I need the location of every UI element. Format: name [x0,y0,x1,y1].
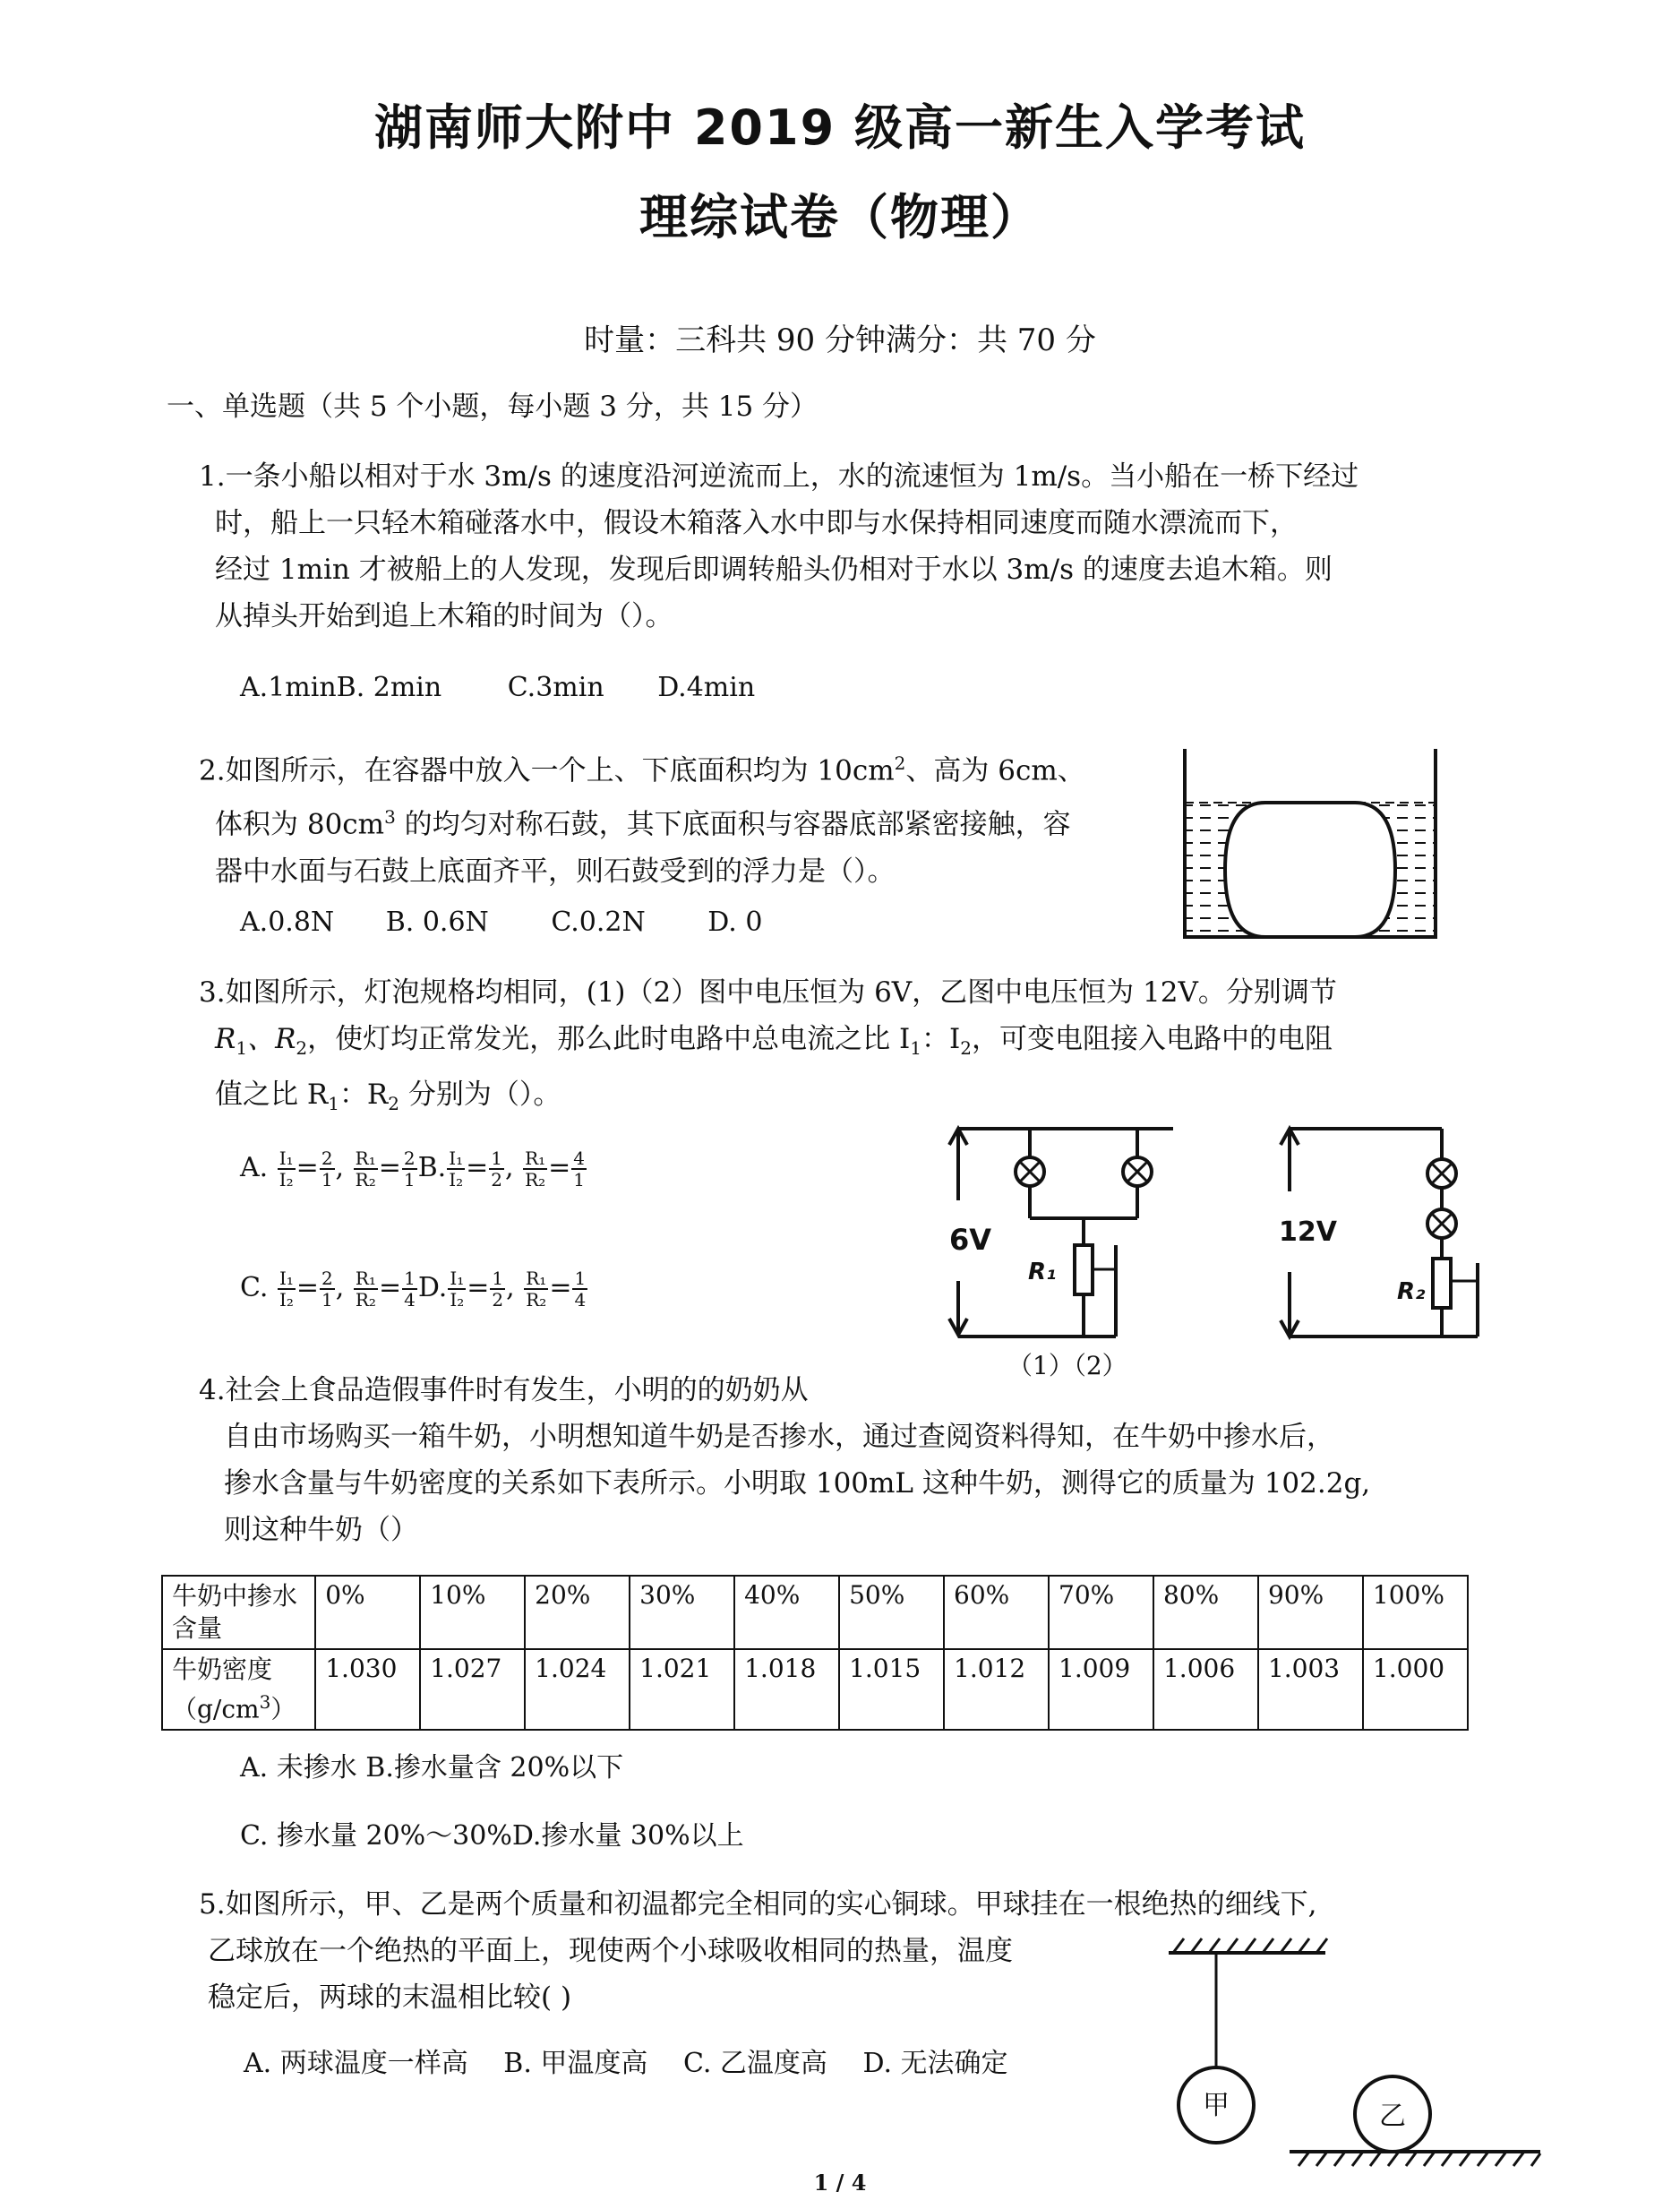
table-cell: 1.006 [1153,1649,1258,1730]
lamp-icon [1123,1157,1152,1186]
comma: , [504,1152,514,1183]
frac-den: I₂ [449,1169,464,1190]
q2-text: 、高为 6cm、 [905,754,1085,787]
q3-text: ，使灯均正常发光，那么此时电路中总电流之比 I [307,1023,911,1055]
q2-text: 器中水面与石鼓上底面齐平，则石鼓受到的浮力是（）。 [215,855,896,888]
table-cell: 30% [630,1576,734,1649]
frac-den: 2 [491,1169,502,1190]
table-cell: 50% [839,1576,944,1649]
frac-den: 2 [492,1289,504,1311]
q5-options [244,2041,1008,2080]
table-cell: 1.015 [839,1649,944,1730]
eq: = [378,1272,402,1303]
q5-option: B. 甲温度高 [503,2048,648,2079]
table-row [162,1576,1468,1649]
q3-options-cd [240,1268,588,1310]
balls-figure [1164,1935,1630,2168]
frac-num: I₁ [279,1147,294,1169]
table-cell: 1.024 [525,1649,630,1730]
frac-num: R₁ [355,1268,376,1289]
table-row [162,1649,1468,1730]
q3-text: 3.如图所示，灯泡规格均相同，(1)（2）图中电压恒为 6V，乙图中电压恒为 12V。分别调节 [199,976,1337,1009]
q4-text: 自由市场购买一箱牛奶，小明想知道牛奶是否掺水，通过查阅资料得知，在牛奶中掺水后， [224,1421,1334,1453]
table-header-text: （g/cm [172,1694,260,1724]
eq: = [466,1152,489,1183]
circuit-2-resistor: R₂ [1397,1278,1426,1305]
question-2 [199,740,1166,895]
table-cell: 90% [1258,1576,1363,1649]
q1-line: 1.一条小船以相对于水 3m/s 的速度沿河逆流而上，水的流速恒为 1m/s。当小船在一桥下经过 [199,460,1359,493]
exam-meta: 时量：三科共 90 分钟满分：共 70 分 [584,322,1096,358]
frac-den: I₂ [450,1289,465,1311]
q1-option: C.3min [507,672,604,703]
q2-text: 的均匀对称石鼓，其下底面积与容器底部紧密接触，容 [395,808,1071,841]
q4-text: 掺水含量与牛奶密度的关系如下表所示。小明取 100mL 这种牛奶，测得它的质量为 102.2g, [224,1467,1371,1500]
frac-num: I₁ [450,1268,465,1289]
q2-text: 体积为 80cm [215,808,385,841]
q1-option: A.1minB. 2min [240,672,442,703]
table-cell: 1.027 [420,1649,525,1730]
frac-den: 1 [321,1169,333,1190]
frac-num: 4 [573,1147,586,1169]
q4-options-line2: C. 掺水量 20%～30%D.掺水量 30%以上 [240,1820,744,1852]
q4-text: 4.社会上食品造假事件时有发生，小明的的奶奶从 [199,1374,809,1406]
circuit-figure-label: （1）（2） [1007,1351,1127,1380]
frac-num: 2 [321,1268,333,1289]
q3-text: 值之比 R [215,1079,329,1112]
q3-text: ，可变电阻接入电路中的电阻 [971,1023,1333,1055]
circuit-2 [1272,1120,1504,1353]
question-4 [199,1367,1470,1553]
question-1 [199,453,1470,640]
frac-den: I₂ [279,1289,294,1311]
table-cell: 80% [1153,1576,1258,1649]
q3-sub: 1 [236,1037,248,1060]
lamp-icon [1427,1209,1456,1238]
q5-option: A. 两球温度一样高 [244,2048,468,2079]
comma: , [335,1272,345,1303]
lamp-icon [1427,1159,1456,1188]
q2-sup: 3 [384,806,396,829]
frac-den: R₂ [355,1289,376,1311]
q3-sub: 2 [960,1037,972,1060]
frac-den: 4 [404,1289,416,1311]
q2-option: C.0.2N [551,907,646,938]
frac-num: 1 [574,1268,587,1289]
q5-option: D. 无法确定 [862,2048,1008,2079]
q1-line: 经过 1min 才被船上的人发现，发现后即调转船头仍相对于水以 3m/s 的速度去追木箱。则 [215,554,1333,586]
table-cell: 1.021 [630,1649,734,1730]
frac-num: R₁ [525,1147,546,1169]
q1-options [240,672,755,703]
q3-sub: 2 [388,1093,400,1115]
ball-yi-label: 乙 [1379,2101,1406,2132]
milk-density-table [161,1575,1469,1731]
q2-options [240,907,762,938]
q4-text: 则这种牛奶（） [224,1514,418,1546]
frac-num: 2 [321,1147,333,1169]
table-cell: 20% [525,1576,630,1649]
frac-num: 1 [492,1268,504,1289]
q2-text: 2.如图所示，在容器中放入一个上、下底面积均为 10cm [199,754,895,787]
exam-subtitle: 理综试卷（物理） [639,189,1041,245]
q2-option: A.0.8N [240,907,335,938]
q3-sub: 1 [910,1037,921,1060]
table-cell: 0% [315,1576,420,1649]
q3-text: 分别为（）。 [399,1079,561,1112]
eq: = [467,1272,490,1303]
stone-drum [1225,803,1395,937]
q3-option-b-label: B. [417,1152,447,1183]
frac-den: R₂ [355,1169,376,1190]
rheostat-icon [1075,1245,1093,1294]
table-cell: 1.012 [944,1649,1049,1730]
table-cell: 1.018 [734,1649,839,1730]
q3-options-ab [240,1148,587,1190]
table-header-sup: 3 [259,1691,271,1713]
table-cell: 1.003 [1258,1649,1363,1730]
exam-title: 湖南师大附中 2019 级高一新生入学考试 [374,99,1306,156]
table-cell: 10% [420,1576,525,1649]
q2-option: D. 0 [707,907,763,938]
q3-option-a-label: A. [240,1152,269,1183]
table-cell: 100% [1363,1576,1468,1649]
table-cell: 40% [734,1576,839,1649]
eq: = [549,1272,572,1303]
q3-text: R [215,1023,236,1055]
eq: = [296,1272,320,1303]
ceiling-hatch [1173,1938,1327,1953]
q3-option-c-label: C. [240,1272,269,1303]
q3-text: ：R [339,1079,389,1112]
frac-num: 1 [491,1147,502,1169]
q2-option: B. 0.6N [385,907,489,938]
question-3 [199,969,1470,1127]
q3-text: 、R [247,1023,296,1055]
q3-sub: 1 [328,1093,339,1115]
eq: = [548,1152,571,1183]
q5-text: 5.如图所示，甲、乙是两个质量和初温都完全相同的实心铜球。甲球挂在一根绝热的细线下, [199,1888,1317,1921]
frac-num: R₁ [526,1268,547,1289]
table-header-cell: 牛奶中掺水含量 [162,1576,315,1649]
table-header-text: ） [270,1694,296,1724]
table-cell: 60% [944,1576,1049,1649]
table-header-cell [162,1649,315,1730]
frac-den: 1 [321,1289,333,1311]
q5-option: C. 乙温度高 [682,2048,827,2079]
frac-num: 1 [404,1268,416,1289]
frac-num: 2 [403,1147,416,1169]
q1-line: 从掉头开始到追上木箱的时间为（）。 [215,600,673,632]
frac-den: R₂ [525,1169,546,1190]
frac-den: I₂ [279,1169,294,1190]
q3-option-d-label: D. [417,1272,448,1303]
lamp-icon [1016,1157,1044,1186]
table-cell: 1.000 [1363,1649,1468,1730]
table-cell: 1.030 [315,1649,420,1730]
q1-option: D.4min [657,672,756,703]
frac-den: 4 [574,1289,587,1311]
circuit-1-voltage: 6V [949,1223,992,1257]
frac-num: I₁ [279,1268,294,1289]
floor-hatch [1299,2152,1540,2166]
table-header-text: 牛奶密度 [172,1655,273,1684]
rheostat-icon [1433,1259,1451,1308]
table-cell: 1.009 [1049,1649,1153,1730]
container-figure [1180,749,1440,946]
q1-line: 时，船上一只轻木箱碰落水中，假设木箱落入水中即与水保持相同速度而随水漂流而下， [215,507,1298,539]
frac-den: 1 [403,1169,416,1190]
circuit-1 [931,1120,1200,1353]
eq: = [378,1152,401,1183]
q5-text: 稳定后，两球的末温相比较( ) [208,1981,572,2014]
eq: = [296,1152,319,1183]
frac-den: R₂ [526,1289,547,1311]
q4-options-line1: A. 未掺水 B.掺水量含 20%以下 [240,1752,624,1784]
frac-num: I₁ [449,1147,464,1169]
circuit-1-resistor: R₁ [1028,1259,1057,1285]
circuit-2-voltage: 12V [1279,1216,1337,1248]
q3-sub: 2 [296,1037,308,1060]
page-number: 1 / 4 [813,2170,867,2196]
frac-den: 1 [573,1169,586,1190]
section-heading: 一、单选题（共 5 个小题，每小题 3 分，共 15 分） [167,391,819,423]
comma: , [506,1272,515,1303]
comma: , [335,1152,345,1183]
ball-jia-label: 甲 [1203,2090,1230,2121]
q5-text: 乙球放在一个绝热的平面上，现使两个小球吸收相同的热量，温度 [208,1935,1013,1967]
q2-sup: 2 [894,752,906,774]
frac-num: R₁ [355,1147,376,1169]
q3-text: ：I [921,1023,961,1055]
table-cell: 70% [1049,1576,1153,1649]
